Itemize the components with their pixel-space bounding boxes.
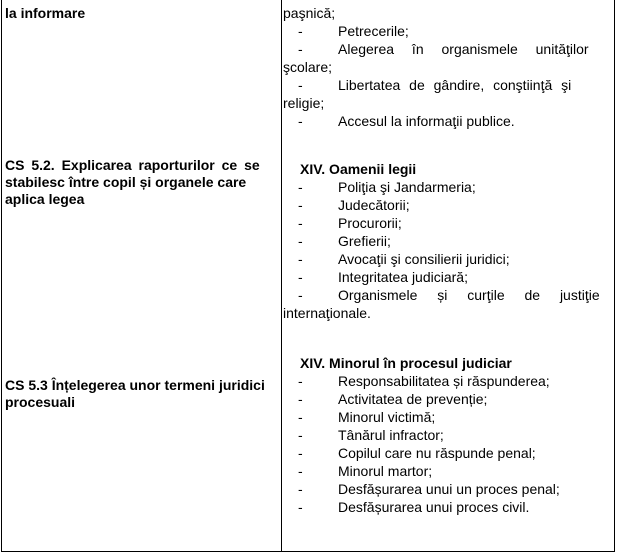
bullet-dash: - [298, 23, 303, 39]
bullet-dash: - [298, 373, 303, 389]
list-item [283, 76, 608, 94]
list-item-text: Judecătorii; [338, 197, 410, 213]
list-item-text: Desfășurarea unui proces civil. [338, 499, 530, 515]
list-item-text: Tânărul infractor; [338, 427, 444, 443]
column-divider [281, 0, 282, 552]
list-item-wrap: internaţionale. [283, 305, 371, 321]
bullet-dash: - [298, 113, 303, 129]
list-item [283, 498, 608, 516]
row2-title-line: aplica legea [5, 191, 85, 207]
list-item [283, 214, 608, 232]
bullet-dash: - [298, 179, 303, 195]
list-item-text: Procurorii; [338, 215, 402, 231]
bullet-dash: - [298, 197, 303, 213]
list-item-text: Libertatea de gândire, conştiinţă şi [338, 77, 572, 93]
list-item-text: Responsabilitatea și răspunderea; [338, 373, 550, 389]
list-item-text: Petrecerile; [338, 23, 409, 39]
list-item-text: Integritatea judiciară; [338, 269, 468, 285]
bullet-dash: - [298, 251, 303, 267]
bullet-dash: - [298, 41, 303, 57]
section-heading: XIV. Oamenii legii [300, 161, 417, 177]
bullet-dash: - [298, 391, 303, 407]
row1-left-cell [5, 5, 277, 22]
list-item [283, 286, 608, 304]
list-item-text: Minorul victimă; [338, 409, 436, 425]
row2-title-line: stabilesc între copil și organele care [5, 174, 247, 190]
list-item [283, 196, 608, 214]
list-item [283, 480, 608, 498]
bullet-dash: - [298, 463, 303, 479]
list-item-wrap: şcolare; [283, 59, 333, 75]
list-item [283, 390, 608, 408]
list-item-text: Organismele și curţile de justiţie [338, 287, 600, 303]
row1-continuation: paşnică; [283, 5, 336, 21]
list-item [283, 22, 608, 40]
row2-left-cell [5, 157, 277, 208]
list-item [283, 250, 608, 268]
list-item-text: Poliţia şi Jandarmeria; [338, 179, 476, 195]
list-item [283, 444, 608, 462]
bullet-dash: - [298, 233, 303, 249]
list-item [283, 372, 608, 390]
bullet-dash: - [298, 499, 303, 515]
bullet-dash: - [298, 445, 303, 461]
list-item-text: Avocaţii şi consilierii juridici; [338, 251, 510, 267]
row3-left-cell [5, 377, 277, 411]
bullet-dash: - [298, 215, 303, 231]
list-item-text: Activitatea de prevenție; [338, 391, 488, 407]
list-item-text: Minorul martor; [338, 463, 433, 479]
list-item-text: Alegerea în organismele unităţilor [338, 41, 589, 57]
list-item [283, 232, 608, 250]
list-item [283, 268, 608, 286]
row2-title-line: CS 5.2. Explicarea raporturilor ce se [5, 157, 260, 173]
list-item-wrap: religie; [283, 95, 325, 111]
list-item-text: Desfășurarea unui un proces penal; [338, 481, 560, 497]
list-item [283, 112, 608, 130]
bullet-dash: - [298, 481, 303, 497]
row3-title-line: CS 5.3 Înțelegerea unor termeni juridici [5, 377, 265, 393]
list-item [283, 462, 608, 480]
list-item-text: Grefierii; [338, 233, 391, 249]
list-item-text: Accesul la informaţii publice. [338, 113, 515, 129]
bullet-dash: - [298, 269, 303, 285]
list-item-text: Copilul care nu răspunde penal; [338, 445, 536, 461]
list-item [283, 178, 608, 196]
row3-title-line: procesuali [5, 394, 76, 410]
bullet-dash: - [298, 427, 303, 443]
bullet-dash: - [298, 77, 303, 93]
bullet-dash: - [298, 287, 303, 303]
list-item [283, 408, 608, 426]
bullet-dash: - [298, 409, 303, 425]
row1-title: la informare [5, 5, 86, 21]
list-item [283, 426, 608, 444]
list-item [283, 40, 608, 58]
section-heading: XIV. Minorul în procesul judiciar [300, 355, 512, 371]
